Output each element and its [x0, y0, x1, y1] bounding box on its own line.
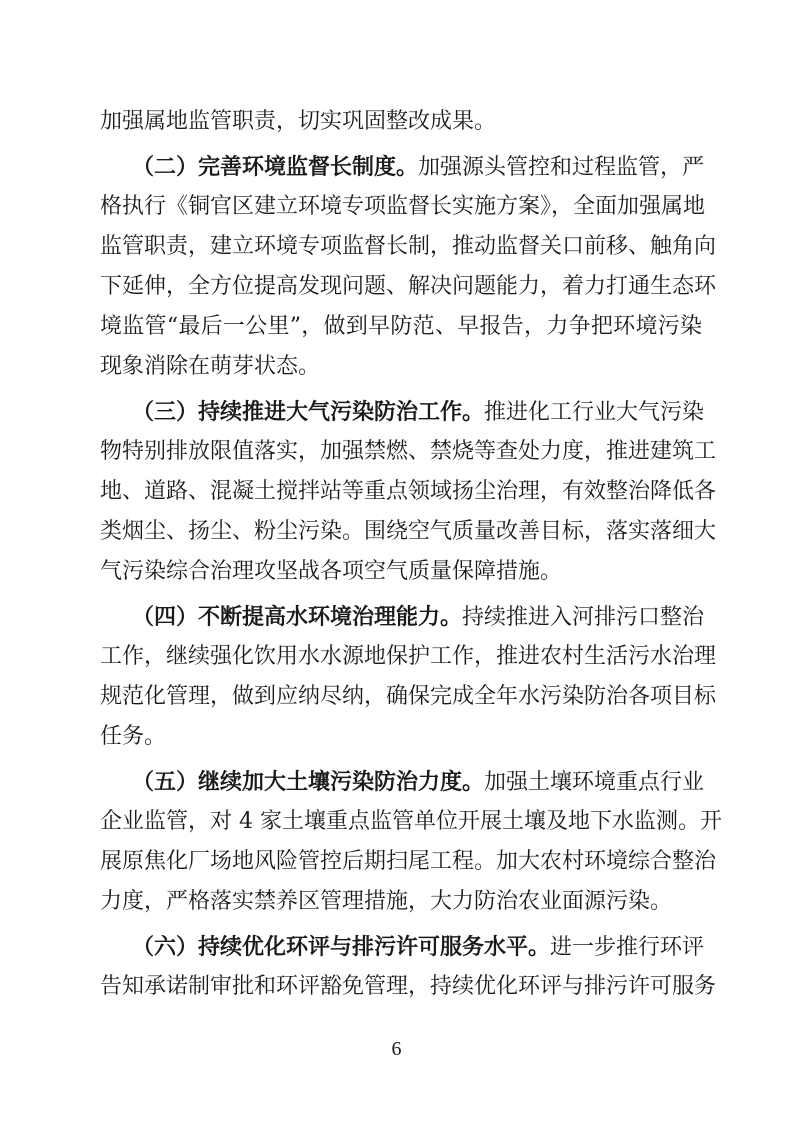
line-text: 境监管“最后一公里”，做到早防范、早报告，力争把环境污染 — [100, 314, 702, 339]
section-heading: （四）不断提高水环境治理能力。 — [132, 604, 463, 630]
line-text: 地、道路、混凝土搅拌站等重点领域扬尘治理，有效整治降低各 — [100, 479, 717, 504]
text-line — [100, 802, 722, 842]
line-text: 监管职责，建立环境专项监督长制，推动监督关口前移、触角向 — [100, 234, 717, 259]
text-line — [100, 102, 702, 142]
text-line — [100, 552, 702, 592]
text-line — [100, 597, 705, 637]
text-line — [100, 677, 717, 717]
line-text: 持续推进入河排污口整治 — [462, 605, 705, 630]
section-heading: （五）继续加大土壤污染防治力度。 — [132, 769, 485, 795]
line-text: 规范化管理，做到应纳尽纳，确保完成全年水污染防治各项目标 — [100, 684, 717, 709]
line-text: 下延伸，全方位提高发现问题、解决问题能力，着力打通生态环 — [100, 274, 717, 299]
section-heading: （三）持续推进大气污染防治工作。 — [132, 399, 485, 425]
section-heading: （二）完善环境监督长制度。 — [132, 154, 419, 180]
text-line — [100, 347, 702, 387]
page-number: 6 — [391, 1038, 402, 1060]
line-text: 力度，严格落实禁养区管理措施，大力防治农业面源污染。 — [100, 889, 673, 914]
line-text: 进一步推行环评 — [550, 935, 705, 960]
line-text: 格执行《铜官区建立环境专项监督长实施方案》，全面加强属地 — [100, 194, 706, 219]
text-line — [100, 967, 717, 1007]
line-text: 类烟尘、扬尘、粉尘污染。围绕空气质量改善目标，落实落细大 — [100, 519, 717, 544]
text-line — [100, 717, 702, 757]
text-line — [100, 512, 717, 552]
line-text: 加强土壤环境重点行业 — [484, 770, 705, 795]
text-line — [100, 392, 705, 432]
text-line — [100, 267, 717, 307]
line-text: 告知承诺制审批和环评豁免管理，持续优化环评与排污许可服务 — [100, 974, 717, 999]
line-text: 企业监管，对 4 家土壤重点监管单位开展土壤及地下水监测。开 — [100, 809, 722, 834]
line-text: 物特别排放限值落实，加强禁燃、禁烧等查处力度，推进建筑工 — [100, 439, 717, 464]
text-line — [100, 882, 702, 922]
text-line — [100, 842, 717, 882]
paragraph — [100, 102, 702, 142]
paragraph — [100, 392, 717, 592]
line-text: 气污染综合治理攻坚战各项空气质量保障措施。 — [100, 559, 563, 584]
line-text: 加强源头管控和过程监管，严 — [418, 155, 705, 180]
line-text: 现象消除在萌芽状态。 — [100, 354, 321, 379]
paragraph — [100, 762, 722, 922]
text-line — [100, 472, 717, 512]
line-text: 推进化工行业大气污染 — [484, 400, 705, 425]
text-line — [100, 432, 717, 472]
text-line — [100, 307, 702, 347]
line-text: 任务。 — [100, 724, 167, 749]
paragraph — [100, 147, 717, 387]
text-line — [100, 637, 717, 677]
paragraph — [100, 597, 717, 757]
document-body — [100, 102, 722, 1012]
line-text: 展原焦化厂场地风险管控后期扫尾工程。加大农村环境综合整治 — [100, 849, 717, 874]
paragraph — [100, 927, 717, 1007]
text-line — [100, 927, 705, 967]
text-line — [100, 227, 717, 267]
text-line — [100, 147, 705, 187]
text-line — [100, 762, 705, 802]
section-heading: （六）持续优化环评与排污许可服务水平。 — [132, 934, 551, 960]
line-text: 加强属地监管职责，切实巩固整改成果。 — [100, 109, 497, 134]
line-text: 工作，继续强化饮用水水源地保护工作，推进农村生活污水治理 — [100, 644, 717, 669]
text-line — [100, 187, 706, 227]
